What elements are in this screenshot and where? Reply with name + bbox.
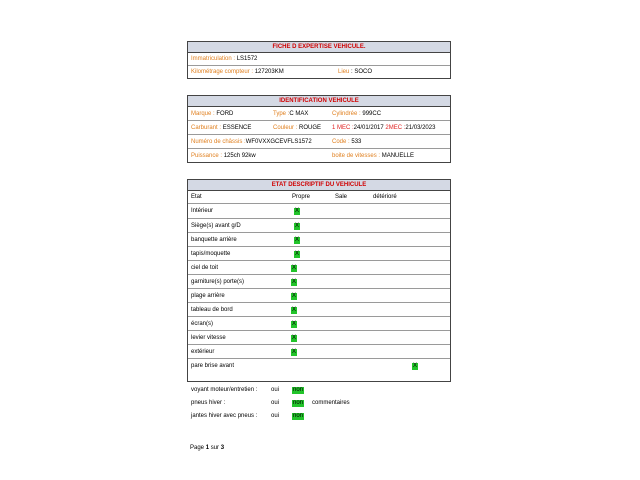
chassis-value: WF0VXXGCEVFLS1572 bbox=[245, 139, 312, 145]
footer-current-page: 1 bbox=[205, 445, 210, 451]
voyant-oui: oui bbox=[271, 387, 280, 393]
check-mark-propre: X bbox=[292, 307, 297, 313]
identification-box bbox=[187, 95, 451, 163]
header-etat: Etat bbox=[191, 194, 202, 200]
etat-title: ETAT DESCRIPTIF DU VEHICULE bbox=[188, 180, 450, 191]
km-label: Kilométrage compteur : bbox=[191, 69, 254, 75]
etat-row-label: Intérieur bbox=[191, 208, 214, 214]
etat-row-label: écran(s) bbox=[191, 321, 214, 327]
boite-label: boite de vitesses : bbox=[332, 153, 381, 159]
carb-label: Carburant : bbox=[191, 125, 222, 131]
commentaires-label: commentaires bbox=[312, 400, 350, 406]
etat-row-label: banquette arrière bbox=[191, 237, 237, 243]
boite-value: MANUELLE bbox=[381, 153, 415, 159]
jantes-label: jantes hiver avec pneus : bbox=[191, 413, 258, 419]
check-mark-propre: X bbox=[295, 251, 300, 257]
etat-row-label: ciel de toit bbox=[191, 265, 219, 271]
etat-row bbox=[188, 317, 450, 331]
check-mark-propre: X bbox=[292, 265, 297, 271]
etat-box bbox=[187, 179, 451, 382]
footer-total-pages: 3 bbox=[220, 445, 225, 451]
etat-row-label: tableau de bord bbox=[191, 307, 233, 313]
chassis-label: Numéro de châssis : bbox=[191, 139, 246, 145]
jantes-non: non bbox=[293, 413, 304, 419]
check-mark-deteriore: X bbox=[413, 363, 418, 369]
mec1-value: 24/01/2017 bbox=[353, 125, 384, 131]
header-sale: Sale bbox=[335, 194, 348, 200]
cyl-value: 999CC bbox=[362, 111, 382, 117]
ident-title: IDENTIFICATION VEHICULE bbox=[188, 96, 450, 107]
etat-row-label: extérieur bbox=[191, 349, 215, 355]
check-mark-propre: X bbox=[292, 279, 297, 285]
etat-row bbox=[188, 247, 450, 261]
voyant-non: non bbox=[293, 387, 304, 393]
etat-row bbox=[188, 345, 450, 359]
etat-row bbox=[188, 289, 450, 303]
carb-value: ESSENCE bbox=[222, 125, 252, 131]
immat-label: Immatriculation : bbox=[191, 56, 236, 62]
etat-row-label: plage arrière bbox=[191, 293, 225, 299]
code-value: 533 bbox=[351, 139, 362, 145]
fiche-expertise-box bbox=[187, 41, 451, 79]
pneus-non: non bbox=[293, 400, 304, 406]
couleur-value: ROUGE bbox=[299, 125, 322, 131]
check-mark-propre: X bbox=[295, 237, 300, 243]
lieu-label: Lieu bbox=[338, 69, 350, 75]
footer-sur-word: sur bbox=[210, 445, 220, 451]
ident-row-2 bbox=[188, 121, 450, 135]
etat-row-label: tapis/moquette bbox=[191, 251, 231, 257]
etat-row bbox=[188, 275, 450, 289]
mec1-label: 1 MEC : bbox=[332, 125, 354, 131]
puiss-value: 125ch 92kw bbox=[223, 153, 256, 159]
code-label: Code : bbox=[332, 139, 350, 145]
check-mark-propre: X bbox=[292, 321, 297, 327]
etat-row bbox=[188, 204, 450, 219]
check-mark-propre: X bbox=[292, 293, 297, 299]
etat-row bbox=[188, 233, 450, 247]
etat-row-label: garniture(s) porte(s) bbox=[191, 279, 245, 285]
check-mark-propre: X bbox=[292, 335, 297, 341]
etat-row bbox=[188, 331, 450, 345]
mec2-value: 21/03/2023 bbox=[405, 125, 436, 131]
etat-row bbox=[188, 359, 450, 373]
ident-row-3 bbox=[188, 135, 450, 149]
type-value: C MAX bbox=[289, 111, 309, 117]
pneus-label: pneus hiver : bbox=[191, 400, 226, 406]
km-row bbox=[188, 66, 450, 79]
lieu-value: : SOCO bbox=[351, 69, 373, 75]
page-footer bbox=[190, 445, 224, 451]
etat-row-label: pare brise avant bbox=[191, 363, 235, 369]
check-mark-propre: X bbox=[292, 349, 297, 355]
check-mark-propre: X bbox=[295, 208, 300, 214]
footer-page-word: Page bbox=[190, 445, 205, 451]
marque-label: Marque : bbox=[191, 111, 215, 117]
etat-header-row bbox=[188, 191, 450, 204]
puiss-label: Puissance : bbox=[191, 153, 223, 159]
marque-value: FORD bbox=[216, 111, 234, 117]
etat-row bbox=[188, 219, 450, 233]
etat-row bbox=[188, 261, 450, 275]
etat-row-label: levier vitesse bbox=[191, 335, 226, 341]
pneus-oui: oui bbox=[271, 400, 280, 406]
check-mark-propre: X bbox=[295, 223, 300, 229]
header-propre: Propre bbox=[292, 194, 311, 200]
ident-row-4 bbox=[188, 149, 450, 163]
jantes-oui: oui bbox=[271, 413, 280, 419]
header-deteriore: détérioré bbox=[373, 194, 397, 200]
ident-row-1 bbox=[188, 107, 450, 121]
mec2-label: 2MEC : bbox=[385, 125, 406, 131]
fiche-title: FICHE D EXPERTISE VEHICULE. bbox=[188, 42, 450, 53]
couleur-label: Couleur : bbox=[273, 125, 298, 131]
cyl-label: Cylindrée : bbox=[332, 111, 361, 117]
etat-row bbox=[188, 303, 450, 317]
immat-row bbox=[188, 53, 450, 66]
km-value: 127203KM bbox=[254, 69, 284, 75]
etat-row-label: Siège(s) avant g/D bbox=[191, 223, 241, 229]
type-label: Type : bbox=[273, 111, 290, 117]
voyant-label: voyant moteur/entretien : bbox=[191, 387, 258, 393]
immat-value: LS1572 bbox=[236, 56, 258, 62]
